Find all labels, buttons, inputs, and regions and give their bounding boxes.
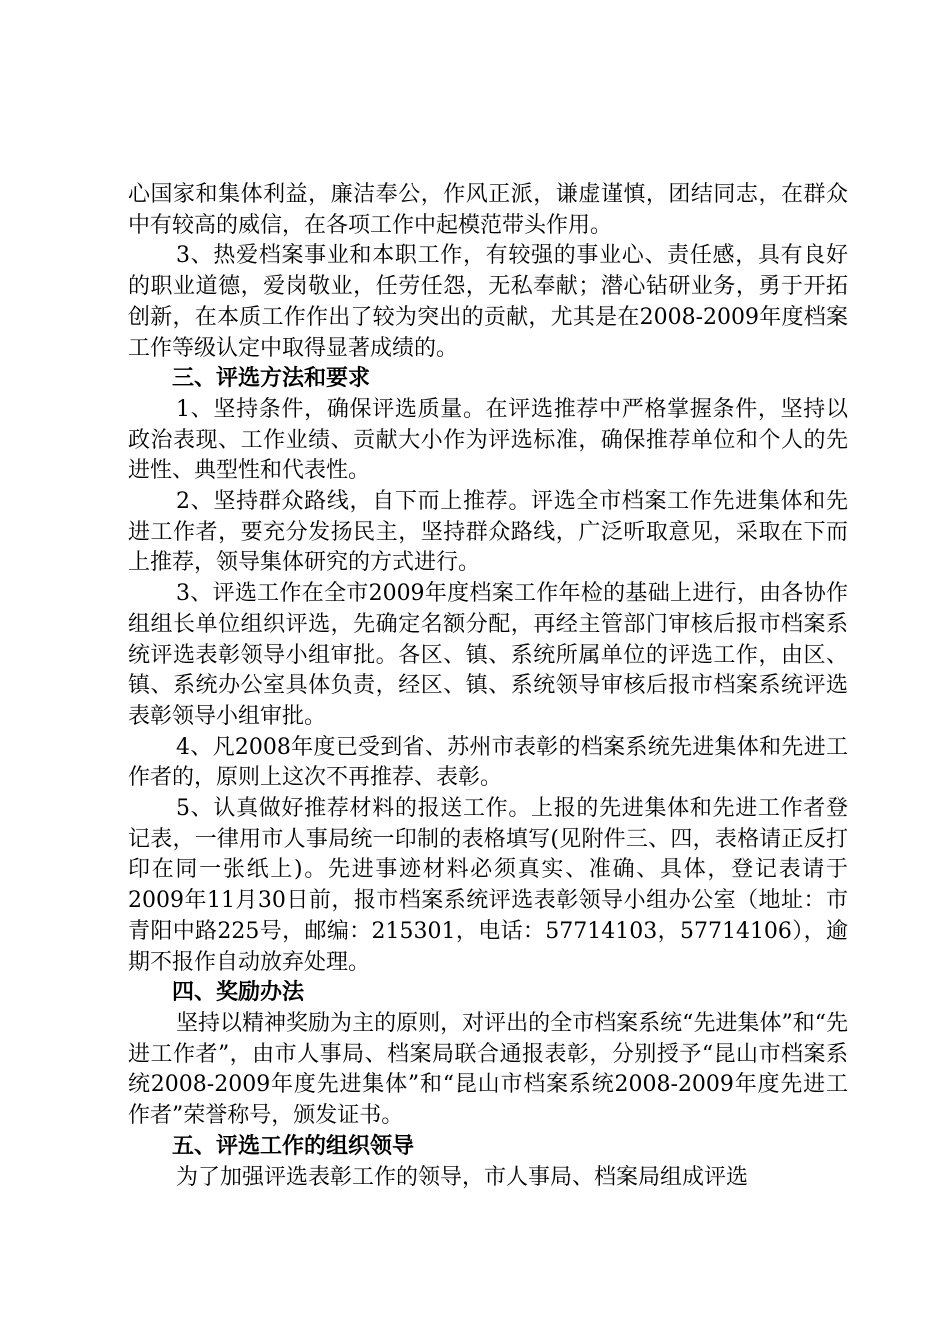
paragraph-method-1: 1、坚持条件，确保评选质量。在评选推荐中严格掌握条件，坚持以政治表现、工作业绩、贡献大小作为评选标准，确保推荐单位和个人的先进性、典型性和代表性。 [128, 396, 848, 484]
paragraph-method-2: 2、坚持群众路线，自下而上推荐。评选全市档案工作先进集体和先进工作者，要充分发扬民主，坚持群众路线，广泛听取意见，采取在下而上推荐，领导集体研究的方式进行。 [128, 489, 848, 576]
section-heading-rewards: 四、奖励办法 [172, 980, 305, 1006]
paragraph-leadership: 为了加强评选表彰工作的领导，市人事局、档案局组成评选 [176, 1164, 749, 1190]
section-heading-leadership: 五、评选工作的组织领导 [172, 1133, 415, 1159]
paragraph-method-5: 5、认真做好推荐材料的报送工作。上报的先进集体和先进工作者登记表，一律用市人事局统一印制的表格填写(见附件三、四，表格请正反打印在同一张纸上)。先进事迹材料必须真实、准确、具体，登记表请于2009年11月30日前，报市档案系统评选表彰领导小组办公室（地址：市青阳中路225号，邮编：215301，电话：57714103，57714106），逾期不报作自动放弃处理。 [128, 796, 848, 975]
paragraph-criterion-3: 3、热爱档案事业和本职工作，有较强的事业心、责任感，具有良好的职业道德，爱岗敬业，任劳任怨，无私奉献；潜心钻研业务，勇于开拓创新，在本质工作作出了较为突出的贡献，尤其是在2008-2009年度档案工作等级认定中取得显著成绩的。 [128, 243, 848, 361]
section-heading-methods: 三、评选方法和要求 [172, 366, 371, 392]
paragraph-rewards: 坚持以精神奖励为主的原则，对评出的全市档案系统“先进集体”和“先进工作者”，由市人事局、档案局联合通报表彰，分别授予“昆山市档案系统2008-2009年度先进集体”和“昆山市档案系统2008-2009年度先进工作者”荣誉称号，颁发证书。 [128, 1010, 848, 1129]
paragraph-method-4: 4、凡2008年度已受到省、苏州市表彰的档案系统先进集体和先进工作者的，原则上这次不再推荐、表彰。 [128, 734, 848, 791]
paragraph-continuation: 心国家和集体利益，廉洁奉公，作风正派，谦虚谨慎，团结同志，在群众中有较高的威信，在各项工作中起模范带头作用。 [128, 182, 848, 238]
document-body [128, 180, 848, 1193]
paragraph-method-3: 3、评选工作在全市2009年度档案工作年检的基础上进行，由各协作组组长单位组织评选，先确定名额分配，再经主管部门审核后报市档案系统评选表彰领导小组审批。各区、镇、系统所属单位的评选工作，由区、镇、系统办公室具体负责，经区、镇、系统领导审核后报市档案系统评选表彰领导小组审批。 [128, 581, 848, 729]
